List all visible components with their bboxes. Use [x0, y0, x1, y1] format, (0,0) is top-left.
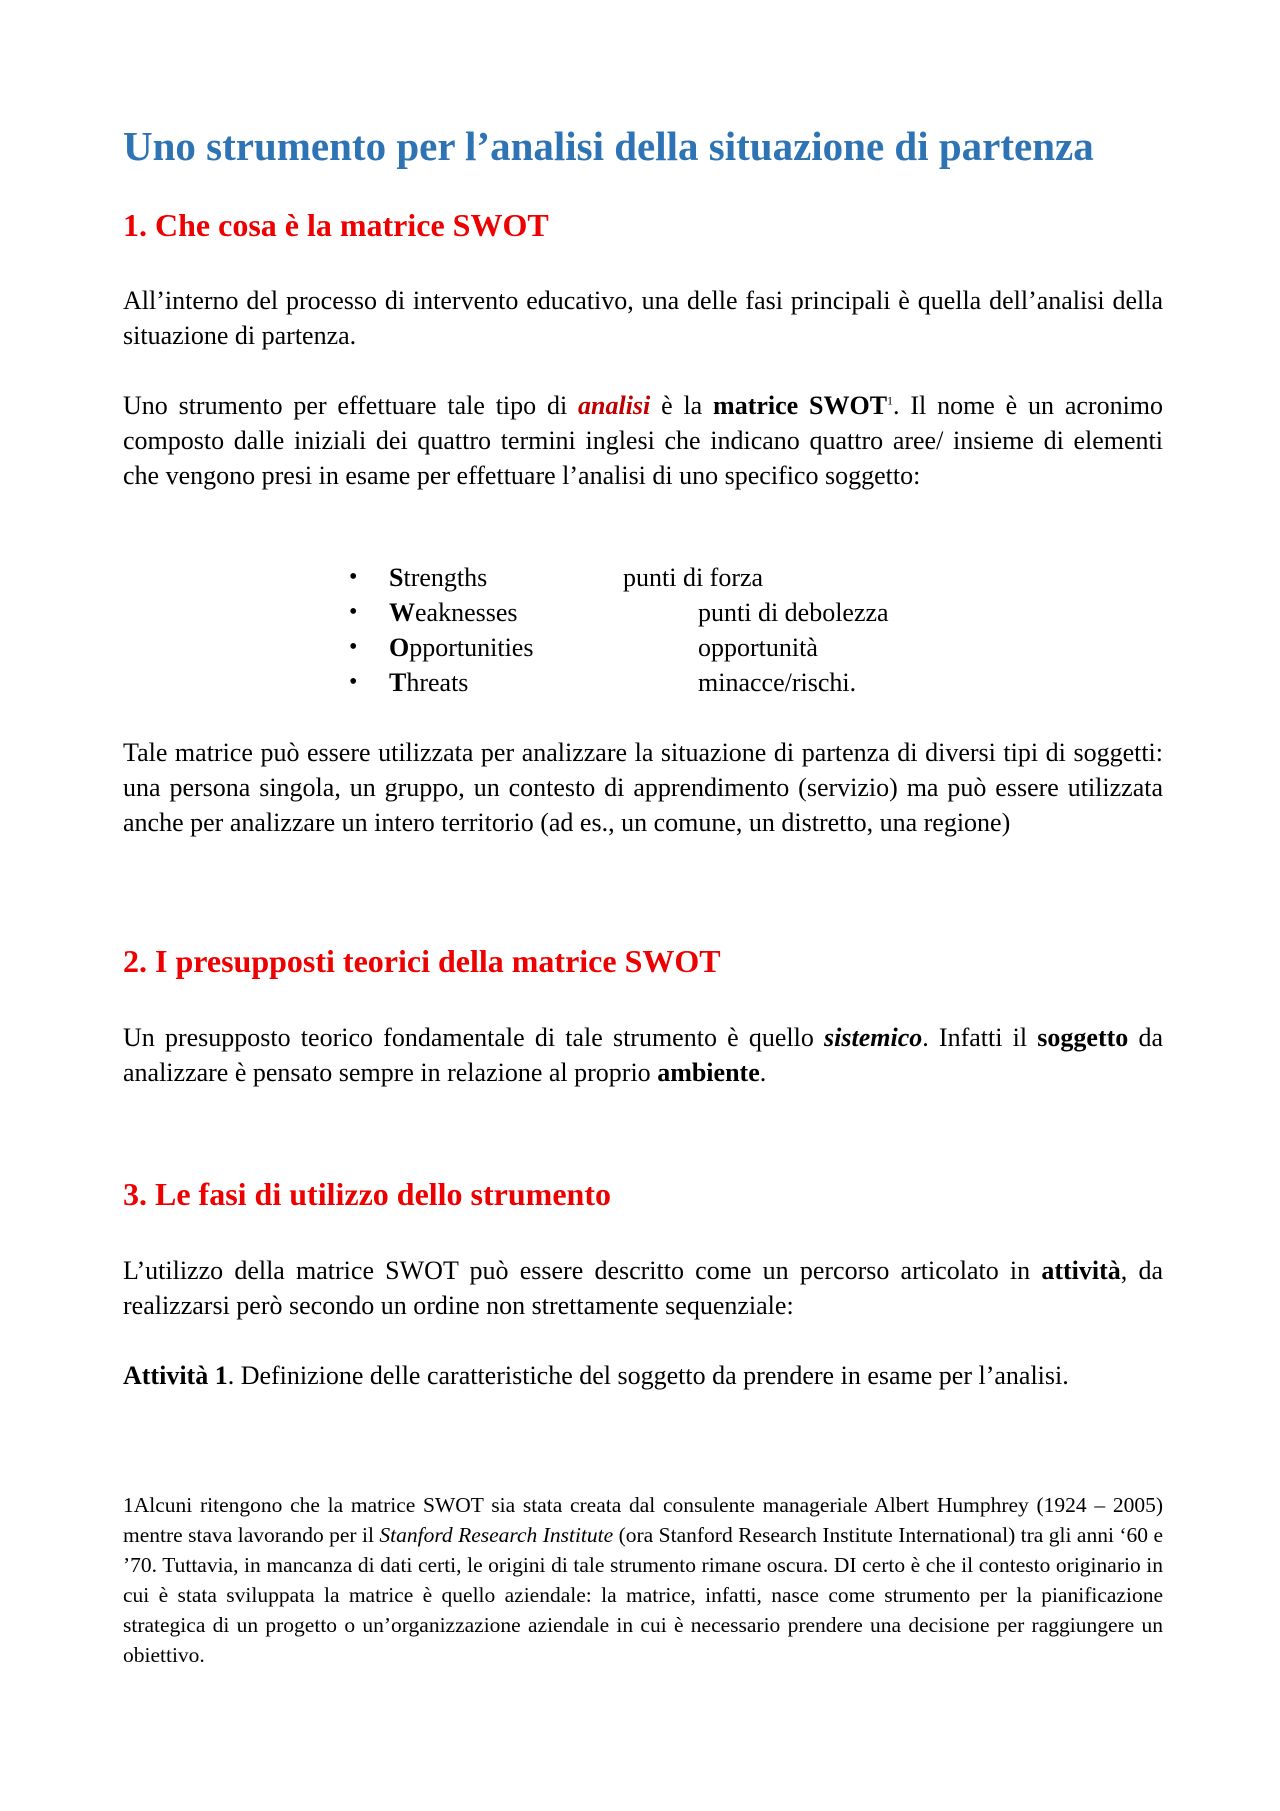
bullet-icon: • — [349, 599, 358, 625]
bullet-icon: • — [349, 564, 358, 590]
text-run: è la — [650, 391, 714, 420]
emphasis-analisi: analisi — [578, 391, 651, 420]
swot-term-rest: pportunities — [409, 633, 534, 662]
swot-initial: O — [389, 633, 410, 662]
text-run: L’utilizzo della matrice SWOT può essere descritto come un percorso articolato in — [123, 1256, 1042, 1285]
swot-list — [349, 560, 1049, 700]
text-run: Un presupposto teorico fondamentale di tale strumento è quello — [123, 1023, 825, 1052]
footnote-reference[interactable]: 1 — [887, 393, 894, 408]
bold-ambiente: ambiente — [657, 1058, 760, 1087]
swot-term-rest: eaknesses — [415, 598, 518, 627]
list-item — [349, 630, 1049, 665]
list-item — [349, 595, 1049, 630]
swot-translation: punti di forza — [623, 563, 764, 592]
activity-1-paragraph — [123, 1358, 1123, 1393]
swot-term — [389, 560, 487, 595]
emphasis-sistemico: sistemico — [824, 1023, 923, 1052]
section-3-paragraph-1 — [123, 1253, 1163, 1323]
bold-matrice-swot: matrice SWOT — [713, 391, 888, 420]
swot-term — [389, 595, 518, 630]
text-run: . Infatti il — [922, 1023, 1038, 1052]
swot-translation: punti di debolezza — [698, 598, 889, 627]
section-3-heading: 3. Le fasi di utilizzo dello strumento — [123, 1176, 611, 1212]
text-run: Alcuni ritengono che la matrice SWOT sia stata creata dal consulente manageriale Albert Humphrey (1924 – 2005) mentre stava lavorando per il — [123, 1493, 1163, 1547]
swot-term-rest: hreats — [406, 668, 469, 697]
swot-term — [389, 665, 468, 700]
swot-translation: opportunità — [698, 633, 818, 662]
bullet-icon: • — [349, 669, 358, 695]
activity-1-label: Attività 1 — [123, 1361, 228, 1390]
swot-initial: S — [389, 563, 404, 592]
swot-initial: T — [389, 668, 407, 697]
section-2-paragraph — [123, 1020, 1163, 1090]
swot-translation: minacce/rischi. — [698, 668, 857, 697]
swot-term-rest: trengths — [403, 563, 488, 592]
section-1-paragraph-2 — [123, 388, 1163, 493]
text-run: . Il nome è un acronimo composto dalle iniziali dei quattro termini inglesi che indicano quattro aree/ insieme di elementi che vengono presi in esame per effettuare l’analisi di uno specifico soggetto: — [123, 391, 1164, 490]
section-1-heading: 1. Che cosa è la matrice SWOT — [123, 207, 549, 243]
document-title: Uno strumento per l’analisi della situazione di partenza — [123, 123, 1094, 169]
list-item — [349, 665, 1049, 700]
footnote-number: 1 — [123, 1493, 134, 1517]
text-run: Uno strumento per effettuare tale tipo di — [123, 391, 579, 420]
section-2-heading: 2. I presupposti teorici della matrice SWOT — [123, 943, 721, 979]
section-1-paragraph-1: All’interno del processo di intervento educativo, una delle fasi principali è quella dell’analisi della situazione di partenza. — [123, 286, 1163, 350]
text-run: da analizzare è pensato sempre in relazione al proprio — [123, 1023, 1163, 1087]
text-run: . — [759, 1058, 767, 1087]
text-run: . Definizione delle caratteristiche del soggetto da prendere in esame per l’analisi. — [227, 1361, 1069, 1390]
footnote — [123, 1490, 1163, 1670]
swot-initial: W — [389, 598, 415, 627]
section-1-paragraph-3: Tale matrice può essere utilizzata per analizzare la situazione di partenza di diversi tipi di soggetti: una persona singola, un gruppo, un contesto di apprendimento (servizio) ma può essere utilizzata anche per analizzare un intero territorio (ad es., un comune, un distretto, una regione) — [123, 738, 1163, 837]
bold-attivita: attività — [1041, 1256, 1121, 1285]
bullet-icon: • — [349, 634, 358, 660]
italic-stanford: Stanford Research Institute — [379, 1523, 614, 1547]
text-run: , da realizzarsi però secondo un ordine non strettamente sequenziale: — [123, 1256, 1163, 1320]
swot-term — [389, 630, 533, 665]
list-item — [349, 560, 1049, 595]
text-run: (ora Stanford Research Institute International) tra gli anni ‘60 e ’70. Tuttavia, in mancanza di dati certi, le origini di tale strumento rimane oscura. DI certo è che il contesto originario in cui è stata sviluppata la matrice è quello aziendale: la matrice, infatti, nasce come strumento per la pianificazione strategica di un progetto o un’organizzazione aziendale in cui è necessario prendere una decisione per raggiungere un obiettivo. — [123, 1523, 1163, 1667]
bold-soggetto: soggetto — [1037, 1023, 1129, 1052]
